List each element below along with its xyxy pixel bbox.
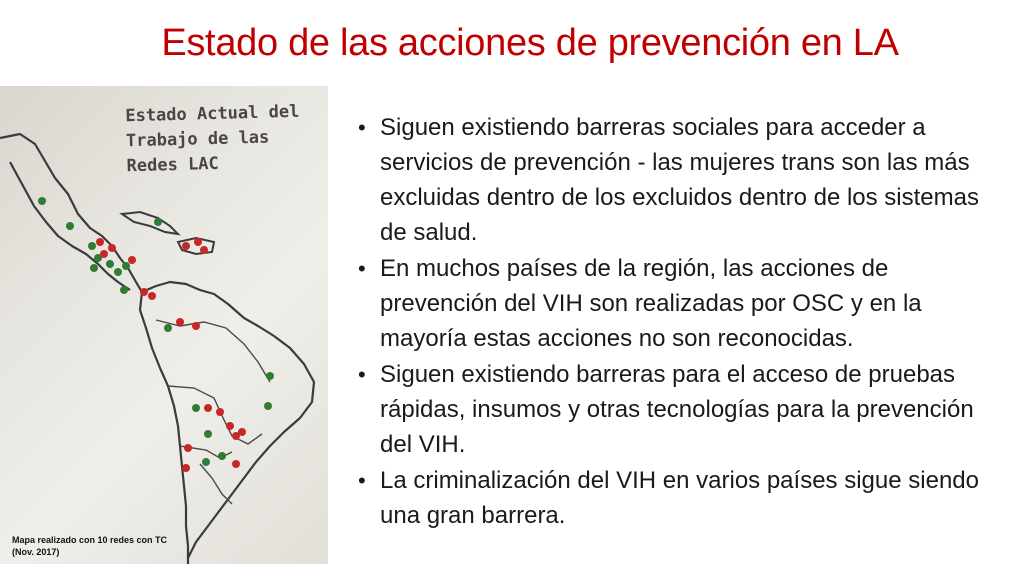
map-marker-red — [184, 444, 192, 452]
map-marker-red — [182, 242, 190, 250]
bullet-dot-icon: • — [358, 362, 366, 387]
slide-title: Estado de las acciones de prevención en LA — [161, 22, 899, 64]
map-caption-line: (Nov. 2017) — [12, 547, 60, 557]
map-marker-green — [88, 242, 96, 250]
border-line — [168, 386, 262, 444]
map-marker-green — [114, 268, 122, 276]
map-marker-red — [140, 288, 148, 296]
map-marker-red — [192, 322, 200, 330]
mexico-outline — [0, 134, 142, 292]
map-heading-line: Estado Actual del — [125, 101, 300, 127]
map-heading-line: Trabajo de las — [125, 127, 270, 152]
map-marker-red — [194, 238, 202, 246]
bullet-item — [358, 463, 998, 533]
map-marker-green — [266, 372, 274, 380]
map-marker-red — [96, 238, 104, 246]
map-marker-green — [264, 402, 272, 410]
map-marker-green — [202, 458, 210, 466]
bullet-item — [358, 251, 998, 356]
bullet-item — [358, 357, 998, 462]
map-marker-red — [200, 246, 208, 254]
map-marker-green — [192, 404, 200, 412]
bullet-text: La criminalización del VIH en varios países sigue siendo una gran barrera. — [380, 467, 979, 529]
map-marker-red — [128, 256, 136, 264]
border-line — [156, 320, 270, 382]
bullet-text: Siguen existiendo barreras sociales para acceder a servicios de prevención - las mujeres trans son las más excluidas dentro de los excluidos dentro de los sistemas de salud. — [380, 114, 979, 246]
map-marker-green — [90, 264, 98, 272]
bullet-text: En muchos países de la región, las acciones de prevención del VIH son realizadas por OSC y en la mayoría estas acciones no son reconocidas. — [380, 255, 922, 352]
bullet-item — [358, 110, 998, 250]
map-marker-green — [66, 222, 74, 230]
map-marker-red — [108, 244, 116, 252]
bullet-dot-icon: • — [358, 256, 366, 281]
map-marker-red — [204, 404, 212, 412]
south-america-west-coast — [140, 292, 188, 564]
map-heading-line: Redes LAC — [126, 153, 220, 177]
green-markers — [38, 197, 274, 466]
border-line — [200, 464, 232, 504]
bullet-dot-icon: • — [358, 115, 366, 140]
map-marker-green — [218, 452, 226, 460]
map-photo — [0, 86, 328, 564]
cuba-outline — [122, 212, 178, 234]
map-marker-green — [164, 324, 172, 332]
map-marker-green — [154, 218, 162, 226]
map-marker-green — [106, 260, 114, 268]
map-marker-red — [226, 422, 234, 430]
bullet-list — [358, 110, 998, 534]
map-marker-red — [148, 292, 156, 300]
map-marker-green — [120, 286, 128, 294]
map-caption-line: Mapa realizado con 10 redes con TC — [12, 535, 168, 545]
map-marker-red — [100, 250, 108, 258]
map-caption — [12, 534, 212, 558]
map-marker-red — [176, 318, 184, 326]
map-marker-red — [232, 460, 240, 468]
map-marker-red — [216, 408, 224, 416]
map-marker-red — [238, 428, 246, 436]
map-heading — [125, 100, 301, 180]
map-marker-green — [122, 262, 130, 270]
map-marker-red — [182, 464, 190, 472]
bullet-text: Siguen existiendo barreras para el acceso de pruebas rápidas, insumos y otras tecnologías para la prevención del VIH. — [380, 361, 974, 458]
bullet-dot-icon: • — [358, 468, 366, 493]
map-marker-green — [204, 430, 212, 438]
map-marker-green — [38, 197, 46, 205]
